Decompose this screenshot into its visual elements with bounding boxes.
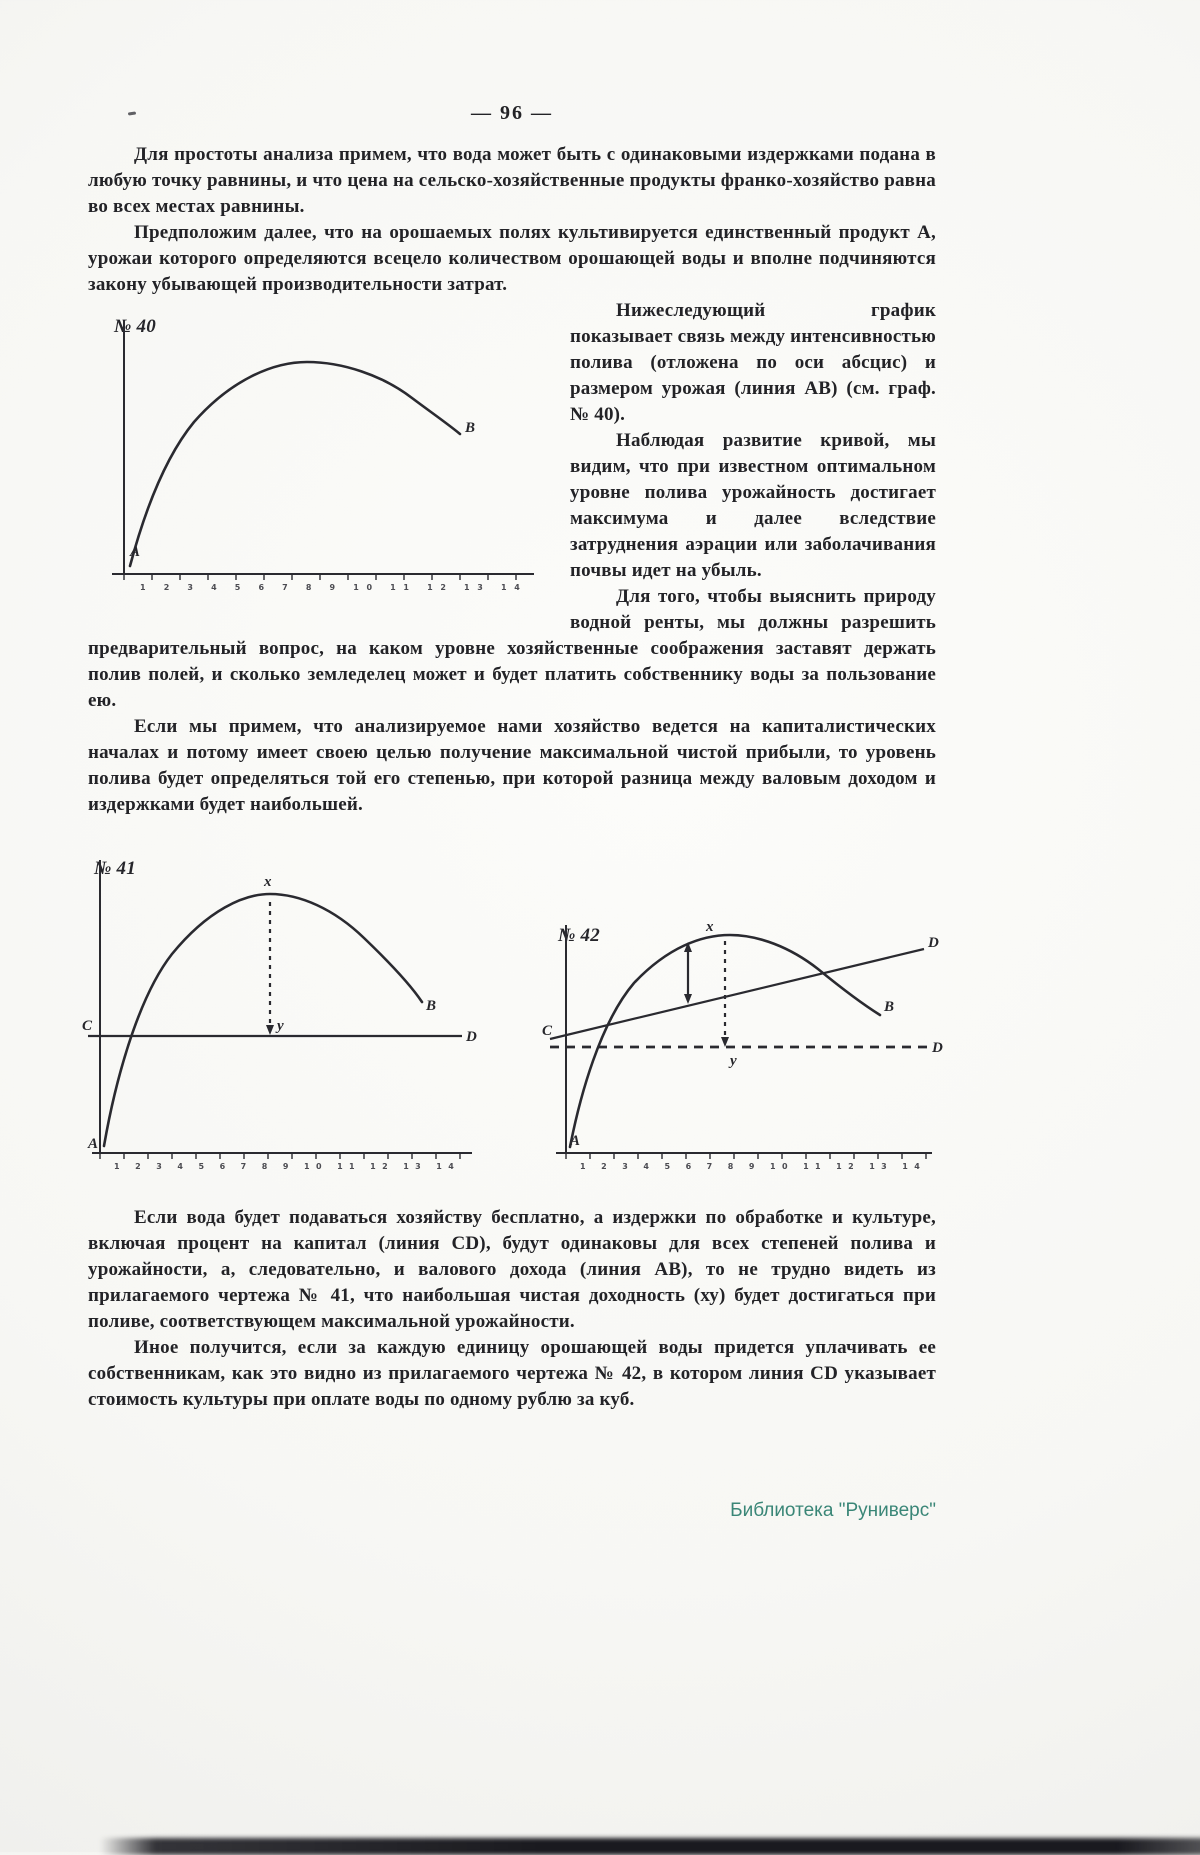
figure-41-tick-labels: 1 2 3 4 5 6 7 8 9 10 11 12 13 14 xyxy=(114,1162,455,1171)
figure-42-point-x-label: х xyxy=(706,919,714,935)
figure-41-revenue-curve xyxy=(104,894,422,1146)
figure-row xyxy=(80,848,944,1183)
figure-42-point-b-label: В xyxy=(884,999,895,1015)
paragraph-figure40-note-1: Нижеследующий график показывает связь между интенсивностью полива (отложена по оси абсцис) и размером урожая (линия АВ) (см. граф. № 40). xyxy=(570,300,936,425)
figure-40-point-b-label: В xyxy=(465,420,476,436)
figure-42-tick-labels: 1 2 3 4 5 6 7 8 9 10 11 12 13 14 xyxy=(580,1162,921,1171)
figure-41-graph xyxy=(80,848,484,1183)
figure-41-point-b-label: В xyxy=(426,998,437,1014)
figure-41 xyxy=(80,848,484,1183)
figure-41-arrowhead xyxy=(266,1025,274,1035)
figure-42 xyxy=(540,911,944,1183)
figure-42-label: № 42 xyxy=(558,925,600,946)
figure-42-point-a-label: А xyxy=(570,1133,581,1149)
page-content xyxy=(82,142,944,1413)
paragraph-free-water: Если вода будет подаваться хозяйству бесплатно, а издержки по обработке и культуре, включая процент на капитал (линия CD), будут одинаковы для всех степеней полива и урожайности, а, следовательно, и валового дохода (линия АВ), то не трудно видеть из прилагаемого чертежа № 41, что наибольшая чистая доходность (ху) будет достигаться при поливе, соответствующем максимальной урожайности. xyxy=(88,1207,936,1332)
library-watermark: Библиотека "Руниверс" xyxy=(730,1500,936,1521)
paragraph-intro-2: Предположим далее, что на орошаемых полях культивируется единственный продукт А, урожаи которого определяются всецело количеством орошающей воды и вполне подчиняются закону убывающей производительности затрат. xyxy=(88,222,936,295)
paragraph-figure40-note-2: Наблюдая развитие кривой, мы видим, что при известном оптимальном уровне полива урожайность достигает максимума и далее вследствие затруднения аэрации или заболачивания почвы идет на убыль. xyxy=(570,430,936,581)
figure-42-point-d-label: D xyxy=(928,935,940,951)
paragraph-figure40-note-3: Для того, чтобы выяснить природу водной ренты, мы должны разрешить предварительный вопрос, на каком уровне хозяйственные соображения заставят держать полив полей, и сколько земледелец может и будет платить собственнику воды за пользование ею. xyxy=(88,586,936,711)
figure-41-point-d-label: D xyxy=(466,1029,478,1045)
figure-42-point-c-label: С xyxy=(542,1023,553,1039)
figure-42-arrowhead-down xyxy=(684,994,692,1004)
figure-42-arrowhead-y xyxy=(721,1037,729,1047)
figure-42-graph xyxy=(540,911,944,1183)
figure-40-graph xyxy=(92,306,544,604)
figure-40-label: № 40 xyxy=(114,316,156,337)
figure-40-point-a-label: А xyxy=(130,544,141,560)
figure-40-tick-labels: 1 2 3 4 5 6 7 8 9 10 11 12 13 14 xyxy=(140,583,520,592)
figure-42-point-y-label: у xyxy=(730,1053,737,1069)
paragraph-capitalist-farm: Если мы примем, что анализируемое нами хозяйство ведется на капиталистических началах и потому имеет своею целью получение максимальной чистой прибыли, то уровень полива будет определяться той его степенью, при которой разница между валовым доходом и издержками будет наибольшей. xyxy=(88,716,936,815)
scan-edge-shadow xyxy=(100,1838,1200,1855)
figure-41-label: № 41 xyxy=(94,858,136,879)
page-number: — 96 — xyxy=(471,102,553,124)
paragraph-paid-water: Иное получится, если за каждую единицу орошающей воды придется уплачивать ее собственникам, как это видно из прилагаемого чертежа № 42, в котором линия CD указывает стоимость культуры при оплате воды по одному рублю за куб. xyxy=(88,1337,936,1410)
figure-40 xyxy=(92,306,544,604)
figure-41-point-y-label: у xyxy=(277,1018,284,1034)
figure-41-point-c-label: С xyxy=(82,1018,93,1034)
figure-42-point-d2-label: D xyxy=(932,1040,944,1056)
paragraph-intro-1: Для простоты анализа примем, что вода может быть с одинаковыми издержками подана в любую точку равнины, и что цена на сельско-хозяйственные продукты франко-хозяйство равна во всех местах равнины. xyxy=(88,144,936,217)
figure-40-yield-curve xyxy=(130,362,460,566)
figure-41-point-a-label: А xyxy=(88,1136,99,1152)
figure-41-point-x-label: х xyxy=(264,874,272,890)
